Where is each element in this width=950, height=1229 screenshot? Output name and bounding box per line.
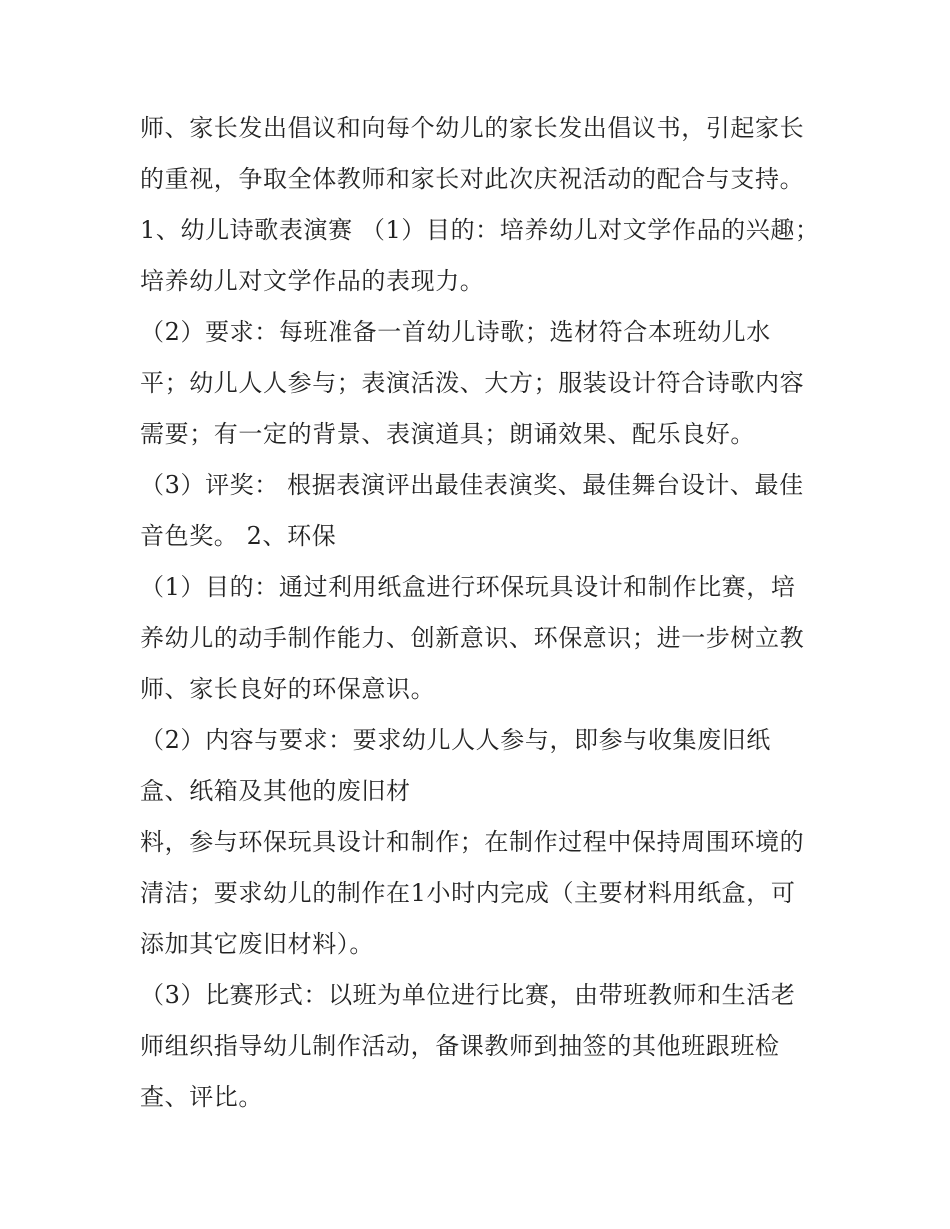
text-line-12: 师、家长良好的环保意识。 (140, 675, 436, 703)
text-line-2: 的重视，争取全体教师和家长对此次庆祝活动的配合与支持。 (140, 165, 805, 193)
text-line-11: 养幼儿的动手制作能力、创新意识、环保意识；进一步树立教 (140, 624, 805, 652)
text-line-15: 料，参与环保玩具设计和制作；在制作过程中保持周围环境的 (140, 828, 805, 856)
document-body (140, 103, 830, 1123)
text-line-4: 培养幼儿对文学作品的表现力。 (140, 267, 485, 295)
text-line-18: （3）比赛形式：以班为单位进行比赛，由带班教师和生活老 (140, 981, 796, 1009)
text-line-1: 师、家长发出倡议和向每个幼儿的家长发出倡议书，引起家长 (140, 114, 805, 142)
text-line-20: 查、评比。 (140, 1083, 263, 1111)
text-line-7: 需要；有一定的背景、表演道具；朗诵效果、配乐良好。 (140, 420, 755, 448)
text-line-17: 添加其它废旧材料）。 (140, 930, 374, 958)
text-line-16: 清洁；要求幼儿的制作在1小时内完成（主要材料用纸盒，可 (140, 879, 796, 907)
text-line-10: （1）目的：通过利用纸盒进行环保玩具设计和制作比赛，培 (140, 573, 796, 601)
text-line-8: （3）评奖： 根据表演评出最佳表演奖、最佳舞台设计、最佳 (140, 471, 804, 499)
text-line-14: 盒、纸箱及其他的废旧材 (140, 777, 411, 805)
text-line-3: 1、幼儿诗歌表演赛 （1）目的：培养幼儿对文学作品的兴趣； (140, 216, 820, 244)
text-line-9: 音色奖。 2、环保 (140, 522, 337, 550)
text-line-5: （2）要求：每班准备一首幼儿诗歌；选材符合本班幼儿水 (140, 318, 771, 346)
text-line-19: 师组织指导幼儿制作活动，备课教师到抽签的其他班跟班检 (140, 1032, 780, 1060)
text-line-13: （2）内容与要求：要求幼儿人人参与，即参与收集废旧纸 (140, 726, 771, 754)
text-line-6: 平；幼儿人人参与；表演活泼、大方；服装设计符合诗歌内容 (140, 369, 805, 397)
